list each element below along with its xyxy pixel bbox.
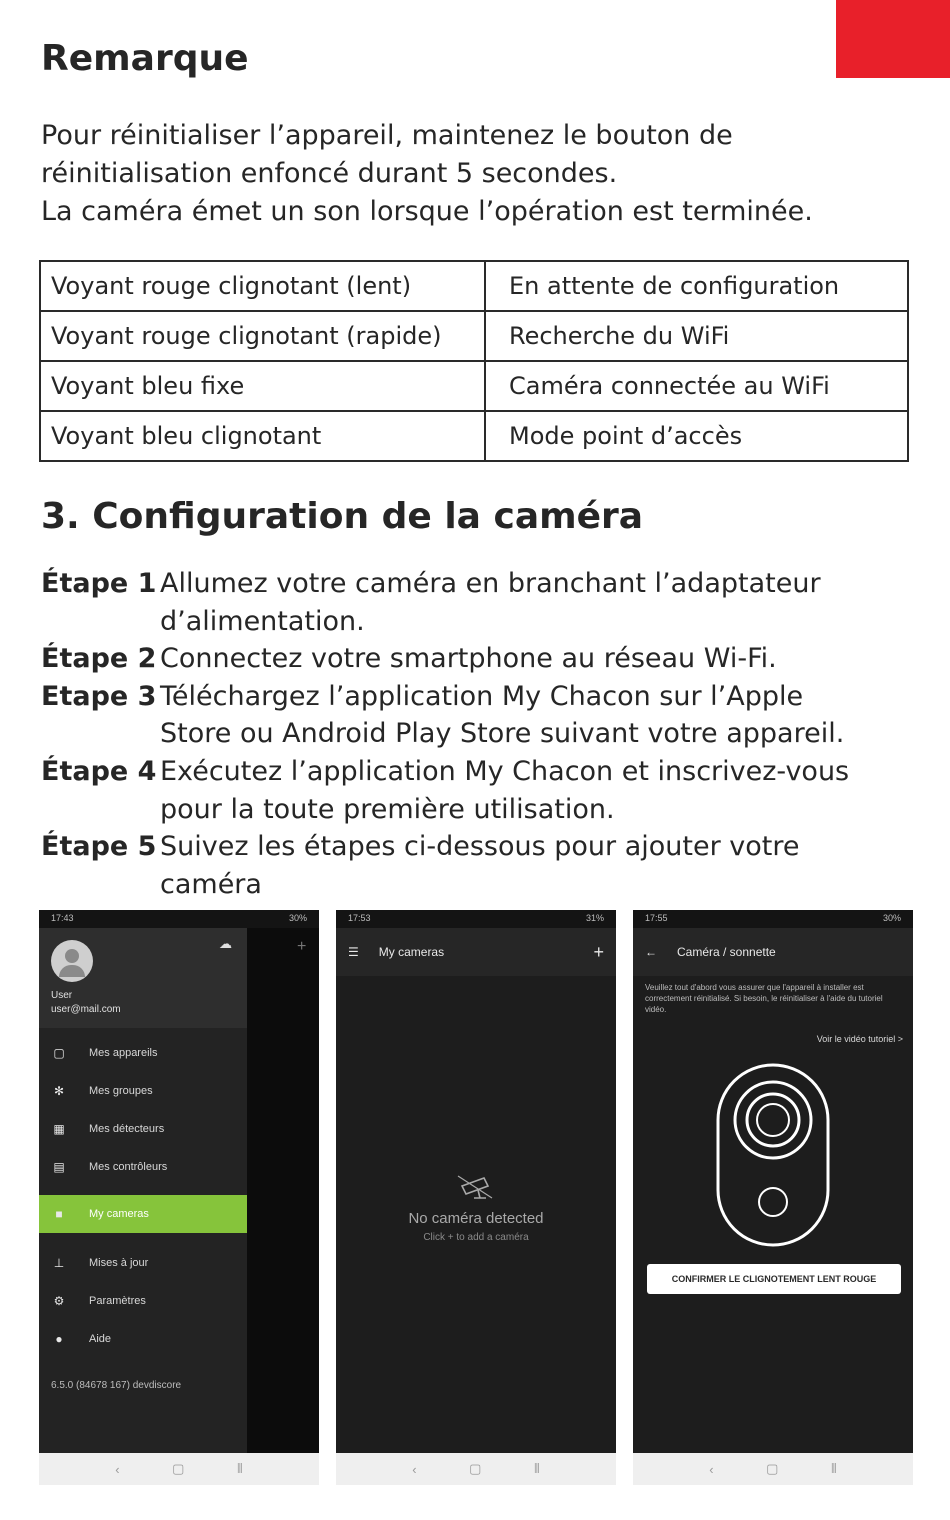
system-nav-bar (39, 1453, 319, 1485)
menu-item-aide[interactable] (39, 1320, 247, 1358)
camera-outline-icon (456, 1172, 496, 1200)
menu-item-groupes[interactable] (39, 1072, 247, 1110)
status-bar (336, 910, 616, 928)
status-time: 17:43 (51, 913, 74, 923)
step-item (41, 828, 941, 903)
menu-item-controleurs[interactable] (39, 1148, 247, 1186)
indicator-cell: Voyant bleu clignotant (40, 411, 485, 461)
step-label: Étape 4 (41, 755, 157, 787)
meaning-cell: En attente de configuration (485, 261, 908, 311)
menu-item-detecteurs[interactable] (39, 1110, 247, 1148)
video-tutorial-link[interactable]: Voir le vidéo tutoriel > (816, 1034, 903, 1044)
update-icon: ⊥ (53, 1256, 65, 1270)
recents-nav-icon[interactable]: ⦀ (236, 1461, 243, 1476)
meaning-cell: Caméra connectée au WiFi (485, 361, 908, 411)
detector-icon: ▦ (53, 1122, 65, 1136)
status-bar (633, 910, 913, 928)
home-nav-icon[interactable]: ▢ (766, 1461, 779, 1476)
app-bar (633, 928, 913, 976)
menu-item-label: Mes contrôleurs (89, 1161, 168, 1173)
remark-line: Pour réinitialiser l’appareil, maintenez le bouton de (41, 120, 733, 151)
add-icon: + (297, 938, 307, 955)
step-line: caméra (160, 868, 262, 900)
menu-item-label: Mises à jour (89, 1257, 149, 1269)
status-bar (39, 910, 319, 928)
controller-icon: ▤ (53, 1160, 65, 1174)
setup-instructions: Veuillez tout d'abord vous assurer que l'appareil à installer est correctement réinitialisé. Si besoin, le réinitialiser à l'aide du tutoriel vidéo. (645, 983, 883, 1014)
add-camera-icon[interactable]: + (593, 941, 604, 962)
meaning-cell: Recherche du WiFi (485, 311, 908, 361)
screen-title: My cameras (378, 945, 445, 959)
steps-list (41, 565, 941, 903)
step-line: Store ou Android Play Store suivant votre appareil. (160, 718, 845, 750)
status-battery: 31% (585, 913, 604, 923)
recents-nav-icon[interactable]: ⦀ (533, 1461, 540, 1476)
menu-item-label: Mes détecteurs (89, 1123, 165, 1135)
gear-icon: ⚙ (53, 1294, 65, 1308)
app-bar (336, 928, 616, 976)
indicator-cell: Voyant bleu fixe (40, 361, 485, 411)
step-line: Exécutez l’application My Chacon et inscrivez-vous (160, 755, 850, 787)
groups-icon: ✻ (53, 1084, 65, 1098)
step-line: Téléchargez l’application My Chacon sur l’Apple (160, 680, 804, 712)
remark-line: réinitialisation enfoncé durant 5 secondes. (41, 158, 618, 189)
corner-red-tab (836, 0, 950, 78)
table-row (40, 261, 908, 311)
drawer-scrim (247, 928, 319, 1453)
cloud-icon: ☁ (219, 936, 232, 951)
step-text (160, 640, 777, 678)
recents-nav-icon[interactable]: ⦀ (830, 1461, 837, 1476)
step-item (41, 678, 941, 753)
step-text (160, 678, 844, 753)
step-item (41, 565, 941, 640)
status-battery: 30% (882, 913, 901, 923)
device-icon: ▢ (53, 1046, 65, 1060)
table-row (40, 311, 908, 361)
navigation-drawer (39, 928, 247, 1453)
hamburger-icon[interactable]: ☰ (348, 945, 359, 959)
menu-item-appareils[interactable] (39, 1034, 247, 1072)
step-item (41, 753, 941, 828)
indicator-cell: Voyant rouge clignotant (rapide) (40, 311, 485, 361)
step-label: Étape 5 (41, 831, 157, 863)
back-nav-icon[interactable]: ‹ (115, 1461, 120, 1477)
screen-title: Caméra / sonnette (677, 945, 776, 959)
menu-item-label: Aide (89, 1333, 112, 1345)
home-nav-icon[interactable]: ▢ (469, 1461, 482, 1476)
step-line: Allumez votre caméra en branchant l’adaptateur (160, 568, 821, 599)
camera-icon: ■ (55, 1207, 63, 1221)
help-icon: ● (55, 1332, 63, 1346)
menu-item-label: Mes appareils (89, 1047, 158, 1059)
menu-item-label: My cameras (89, 1208, 149, 1220)
remark-heading: Remarque (41, 38, 249, 79)
step-text (160, 565, 821, 640)
system-nav-bar (633, 1453, 913, 1485)
screenshot-camera-setup (633, 910, 913, 1485)
section-title: 3. Configuration de la caméra (41, 496, 644, 537)
remark-text (41, 117, 921, 231)
step-label: Étape 1 (41, 568, 157, 599)
step-line: Suivez les étapes ci-dessous pour ajouter votre (160, 831, 800, 863)
remark-line: La caméra émet un son lorsque l’opération est terminée. (41, 196, 813, 227)
avatar (51, 940, 93, 982)
empty-state-title: No caméra detected (408, 1210, 544, 1227)
status-time: 17:53 (348, 913, 371, 923)
menu-item-parametres[interactable] (39, 1282, 247, 1320)
step-line: pour la toute première utilisation. (160, 793, 615, 825)
status-time: 17:55 (645, 913, 668, 923)
step-line: Connectez votre smartphone au réseau Wi-Fi. (160, 643, 777, 675)
home-nav-icon[interactable]: ▢ (172, 1461, 185, 1476)
back-arrow-icon[interactable]: ← (645, 945, 657, 959)
drawer-header (39, 928, 247, 1028)
indicator-cell: Voyant rouge clignotant (lent) (40, 261, 485, 311)
step-label: Étape 2 (41, 643, 157, 675)
screenshot-my-cameras (336, 910, 616, 1485)
step-label: Etape 3 (41, 680, 157, 712)
menu-item-cameras[interactable] (39, 1195, 247, 1233)
back-nav-icon[interactable]: ‹ (412, 1461, 417, 1477)
user-name: User (51, 990, 73, 1001)
back-nav-icon[interactable]: ‹ (709, 1461, 714, 1477)
menu-item-mises-a-jour[interactable] (39, 1244, 247, 1282)
led-status-table (39, 260, 909, 462)
step-text (160, 753, 849, 828)
table-row (40, 361, 908, 411)
empty-state-hint: Click + to add a caméra (423, 1232, 529, 1243)
status-battery: 30% (288, 913, 307, 923)
menu-item-label: Mes groupes (89, 1085, 153, 1097)
user-email: user@mail.com (51, 1004, 121, 1015)
app-version: 6.5.0 (84678 167) devdiscore (51, 1380, 182, 1391)
confirm-blinking-button[interactable]: CONFIRMER LE CLIGNOTEMENT LENT ROUGE (647, 1264, 901, 1294)
doorbell-illustration (715, 1062, 831, 1248)
system-nav-bar (336, 1453, 616, 1485)
step-text (160, 828, 799, 903)
table-row (40, 411, 908, 461)
screenshot-menu (39, 910, 319, 1485)
step-line: d’alimentation. (160, 605, 365, 637)
meaning-cell: Mode point d’accès (485, 411, 908, 461)
menu-item-label: Paramètres (89, 1295, 146, 1307)
step-item (41, 640, 941, 678)
